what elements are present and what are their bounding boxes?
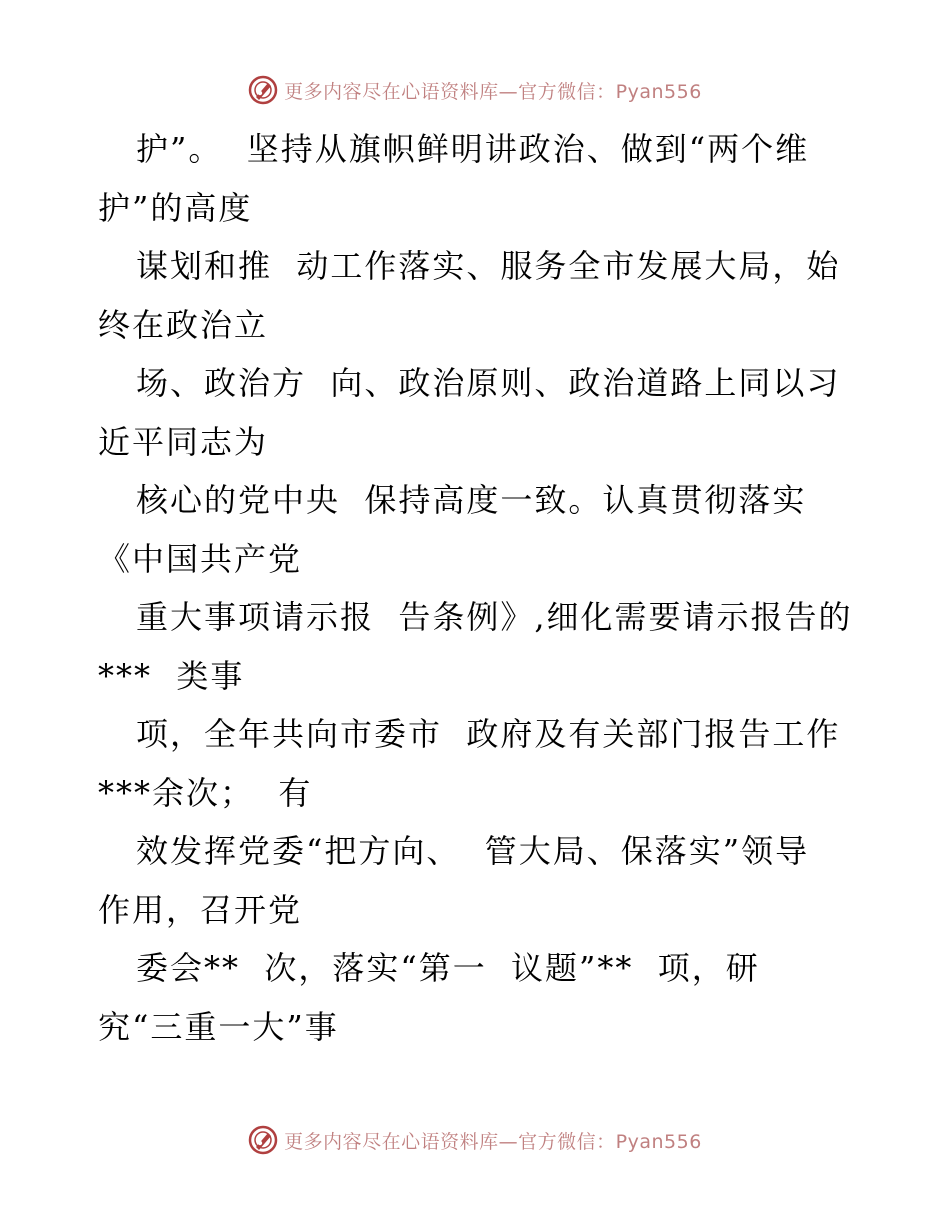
text-line: 护”。 坚持从旗帜鲜明讲政治、做到“两个维 (136, 130, 810, 168)
header-banner (0, 70, 950, 110)
text-line: 核心的党中央 保持高度一致。认真贯彻落实 (136, 481, 807, 519)
text-line: 效发挥党委“把方向、 管大局、保落实”领导 (136, 832, 810, 870)
text-line: 委会** 次，落实“第一 议题”** 项，研 (136, 949, 760, 987)
text-line: 近平同志为 (98, 422, 269, 461)
text-line: 《中国共产党 (98, 539, 303, 578)
text-line: 作用，召开党 (98, 890, 303, 929)
text-line: 谋划和推 动工作落实、服务全市发展大局，始 (136, 247, 841, 285)
seal-logo-icon (248, 1125, 278, 1155)
text-line: 场、政治方 向、政治原则、政治道路上同以习 (136, 364, 841, 402)
text-line: 究“三重一大”事 (98, 1007, 339, 1046)
text-line: 重大事项请示报 告条例》,细化需要请示报告的 (136, 598, 853, 636)
text-line: 项，全年共向市委市 政府及有关部门报告工作 (136, 715, 841, 753)
text-line: ***余次； 有 (98, 773, 313, 812)
text-line: *** 类事 (98, 656, 245, 695)
text-line: 终在政治立 (98, 305, 269, 344)
document-body (98, 120, 858, 1056)
seal-logo-icon (248, 75, 278, 105)
footer-banner-text: 更多内容尽在心语资料库—官方微信：Pyan556 (284, 1130, 702, 1153)
footer-banner (0, 1120, 950, 1160)
text-line: 护”的高度 (98, 188, 253, 227)
header-banner-text: 更多内容尽在心语资料库—官方微信：Pyan556 (284, 80, 702, 103)
